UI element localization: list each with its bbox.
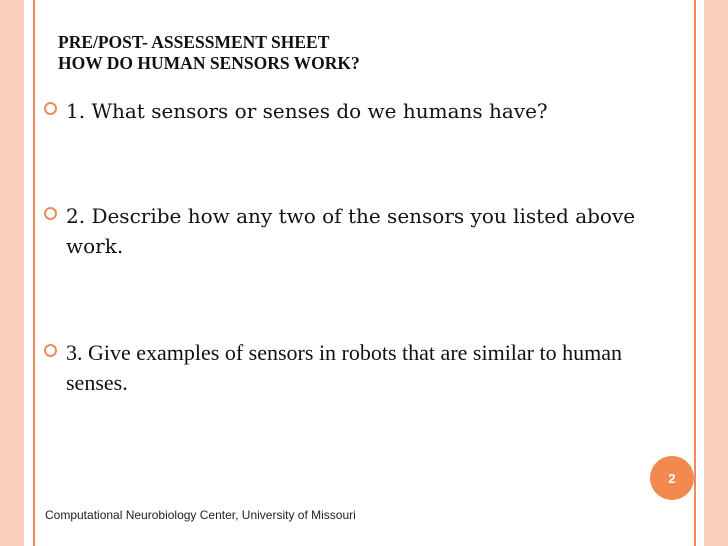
footer-text: Computational Neurobiology Center, University of Missouri: [45, 508, 356, 522]
right-border-band: [704, 0, 728, 546]
bullet-text: 3. Give examples of sensors in robots that are similar to human senses.: [66, 340, 622, 395]
slide-title: [58, 32, 360, 74]
bullet-ring-icon: [44, 207, 57, 220]
bullet-text: 2. Describe how any two of the sensors you listed above work.: [66, 204, 636, 258]
title-line-2: HOW DO HUMAN SENSORS WORK?: [58, 53, 360, 73]
page-number-badge: [650, 456, 694, 500]
right-accent-rule: [694, 0, 696, 546]
page-number: 2: [668, 470, 676, 486]
bullet-ring-icon: [44, 102, 57, 115]
title-line-1: PRE/POST- ASSESSMENT SHEET: [58, 32, 330, 52]
left-accent-rule: [33, 0, 35, 546]
bullet-ring-icon: [44, 344, 57, 357]
bullet-text: 1. What sensors or senses do we humans have?: [66, 99, 548, 123]
left-border-band: [0, 0, 24, 546]
